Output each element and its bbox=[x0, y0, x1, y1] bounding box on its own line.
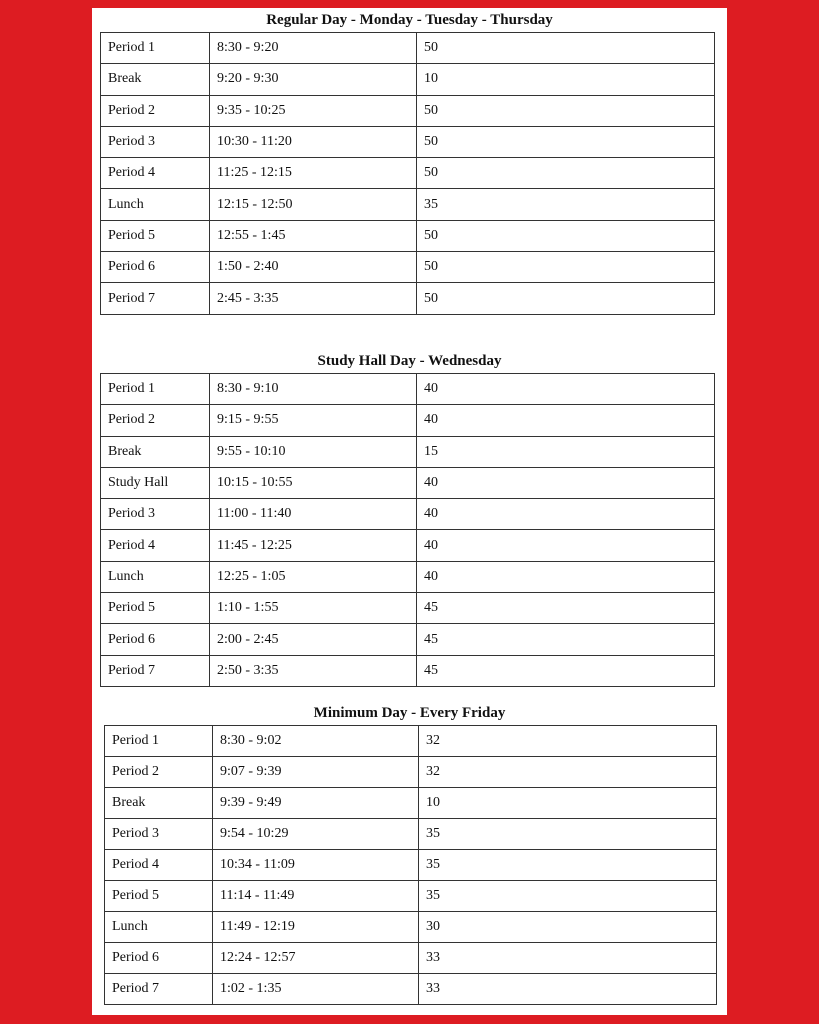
table-row bbox=[105, 788, 717, 819]
minutes-cell: 50 bbox=[417, 158, 715, 189]
period-cell: Period 5 bbox=[101, 220, 210, 251]
minutes-cell: 35 bbox=[417, 189, 715, 220]
table-row bbox=[105, 819, 717, 850]
minutes-cell: 40 bbox=[417, 561, 715, 592]
table-row bbox=[101, 624, 715, 655]
period-cell: Period 3 bbox=[105, 819, 213, 850]
period-cell: Period 4 bbox=[101, 158, 210, 189]
table-row bbox=[101, 95, 715, 126]
period-cell: Period 6 bbox=[105, 943, 213, 974]
time-cell: 11:00 - 11:40 bbox=[210, 499, 417, 530]
time-cell: 8:30 - 9:20 bbox=[210, 33, 417, 64]
table-row bbox=[101, 126, 715, 157]
period-cell: Period 4 bbox=[101, 530, 210, 561]
minutes-cell: 50 bbox=[417, 33, 715, 64]
minutes-cell: 40 bbox=[417, 530, 715, 561]
minutes-cell: 35 bbox=[419, 850, 717, 881]
table-row bbox=[101, 64, 715, 95]
time-cell: 9:54 - 10:29 bbox=[213, 819, 419, 850]
time-cell: 1:10 - 1:55 bbox=[210, 593, 417, 624]
time-cell: 8:30 - 9:02 bbox=[213, 726, 419, 757]
minutes-cell: 33 bbox=[419, 943, 717, 974]
table-row bbox=[105, 912, 717, 943]
minimum-day-table bbox=[104, 725, 717, 1005]
table-row bbox=[101, 467, 715, 498]
time-cell: 11:14 - 11:49 bbox=[213, 881, 419, 912]
time-cell: 12:25 - 1:05 bbox=[210, 561, 417, 592]
table-row bbox=[101, 655, 715, 686]
period-cell: Period 5 bbox=[105, 881, 213, 912]
time-cell: 1:50 - 2:40 bbox=[210, 252, 417, 283]
period-cell: Period 3 bbox=[101, 126, 210, 157]
minutes-cell: 50 bbox=[417, 126, 715, 157]
table-row bbox=[105, 757, 717, 788]
table-row bbox=[101, 252, 715, 283]
period-cell: Period 6 bbox=[101, 252, 210, 283]
time-cell: 9:39 - 9:49 bbox=[213, 788, 419, 819]
period-cell: Period 1 bbox=[105, 726, 213, 757]
time-cell: 2:45 - 3:35 bbox=[210, 283, 417, 314]
minutes-cell: 30 bbox=[419, 912, 717, 943]
time-cell: 1:02 - 1:35 bbox=[213, 974, 419, 1005]
minutes-cell: 10 bbox=[419, 788, 717, 819]
table-row bbox=[105, 850, 717, 881]
minutes-cell: 50 bbox=[417, 95, 715, 126]
time-cell: 11:49 - 12:19 bbox=[213, 912, 419, 943]
table-row bbox=[101, 220, 715, 251]
time-cell: 2:00 - 2:45 bbox=[210, 624, 417, 655]
time-cell: 12:15 - 12:50 bbox=[210, 189, 417, 220]
table-row bbox=[105, 943, 717, 974]
period-cell: Study Hall bbox=[101, 467, 210, 498]
study-hall-day-title: Study Hall Day - Wednesday bbox=[317, 353, 502, 369]
table-row bbox=[101, 405, 715, 436]
time-cell: 9:55 - 10:10 bbox=[210, 436, 417, 467]
table-row bbox=[101, 561, 715, 592]
table-row bbox=[101, 530, 715, 561]
study-hall-day-table bbox=[100, 373, 715, 687]
period-cell: Period 6 bbox=[101, 624, 210, 655]
period-cell: Period 2 bbox=[105, 757, 213, 788]
table-row bbox=[101, 283, 715, 314]
time-cell: 9:35 - 10:25 bbox=[210, 95, 417, 126]
period-cell: Period 3 bbox=[101, 499, 210, 530]
minutes-cell: 40 bbox=[417, 499, 715, 530]
period-cell: Period 4 bbox=[105, 850, 213, 881]
regular-day-table bbox=[100, 32, 715, 315]
table-row bbox=[101, 593, 715, 624]
table-row bbox=[105, 881, 717, 912]
period-cell: Break bbox=[101, 64, 210, 95]
period-cell: Lunch bbox=[101, 561, 210, 592]
period-cell: Period 7 bbox=[101, 283, 210, 314]
minutes-cell: 10 bbox=[417, 64, 715, 95]
period-cell: Period 1 bbox=[101, 33, 210, 64]
table-row bbox=[101, 33, 715, 64]
minutes-cell: 35 bbox=[419, 819, 717, 850]
minutes-cell: 50 bbox=[417, 252, 715, 283]
period-cell: Period 2 bbox=[101, 405, 210, 436]
table-row bbox=[101, 436, 715, 467]
minutes-cell: 45 bbox=[417, 655, 715, 686]
time-cell: 8:30 - 9:10 bbox=[210, 374, 417, 405]
period-cell: Lunch bbox=[105, 912, 213, 943]
minutes-cell: 50 bbox=[417, 283, 715, 314]
period-cell: Period 5 bbox=[101, 593, 210, 624]
time-cell: 12:24 - 12:57 bbox=[213, 943, 419, 974]
time-cell: 2:50 - 3:35 bbox=[210, 655, 417, 686]
minutes-cell: 45 bbox=[417, 624, 715, 655]
minimum-day-title: Minimum Day - Every Friday bbox=[313, 705, 506, 721]
table-row bbox=[105, 974, 717, 1005]
minutes-cell: 40 bbox=[417, 405, 715, 436]
time-cell: 10:30 - 11:20 bbox=[210, 126, 417, 157]
time-cell: 9:15 - 9:55 bbox=[210, 405, 417, 436]
period-cell: Period 7 bbox=[105, 974, 213, 1005]
regular-day-title: Regular Day - Monday - Tuesday - Thursday bbox=[266, 12, 553, 28]
minutes-cell: 33 bbox=[419, 974, 717, 1005]
minutes-cell: 35 bbox=[419, 881, 717, 912]
time-cell: 9:20 - 9:30 bbox=[210, 64, 417, 95]
period-cell: Break bbox=[101, 436, 210, 467]
period-cell: Period 1 bbox=[101, 374, 210, 405]
table-row bbox=[101, 189, 715, 220]
table-row bbox=[101, 374, 715, 405]
period-cell: Lunch bbox=[101, 189, 210, 220]
time-cell: 12:55 - 1:45 bbox=[210, 220, 417, 251]
time-cell: 11:45 - 12:25 bbox=[210, 530, 417, 561]
table-row bbox=[101, 499, 715, 530]
table-row bbox=[101, 158, 715, 189]
time-cell: 10:34 - 11:09 bbox=[213, 850, 419, 881]
minutes-cell: 32 bbox=[419, 726, 717, 757]
period-cell: Break bbox=[105, 788, 213, 819]
table-row bbox=[105, 726, 717, 757]
time-cell: 11:25 - 12:15 bbox=[210, 158, 417, 189]
minutes-cell: 40 bbox=[417, 467, 715, 498]
period-cell: Period 2 bbox=[101, 95, 210, 126]
time-cell: 10:15 - 10:55 bbox=[210, 467, 417, 498]
minutes-cell: 45 bbox=[417, 593, 715, 624]
minutes-cell: 40 bbox=[417, 374, 715, 405]
time-cell: 9:07 - 9:39 bbox=[213, 757, 419, 788]
minutes-cell: 32 bbox=[419, 757, 717, 788]
minutes-cell: 50 bbox=[417, 220, 715, 251]
period-cell: Period 7 bbox=[101, 655, 210, 686]
minutes-cell: 15 bbox=[417, 436, 715, 467]
